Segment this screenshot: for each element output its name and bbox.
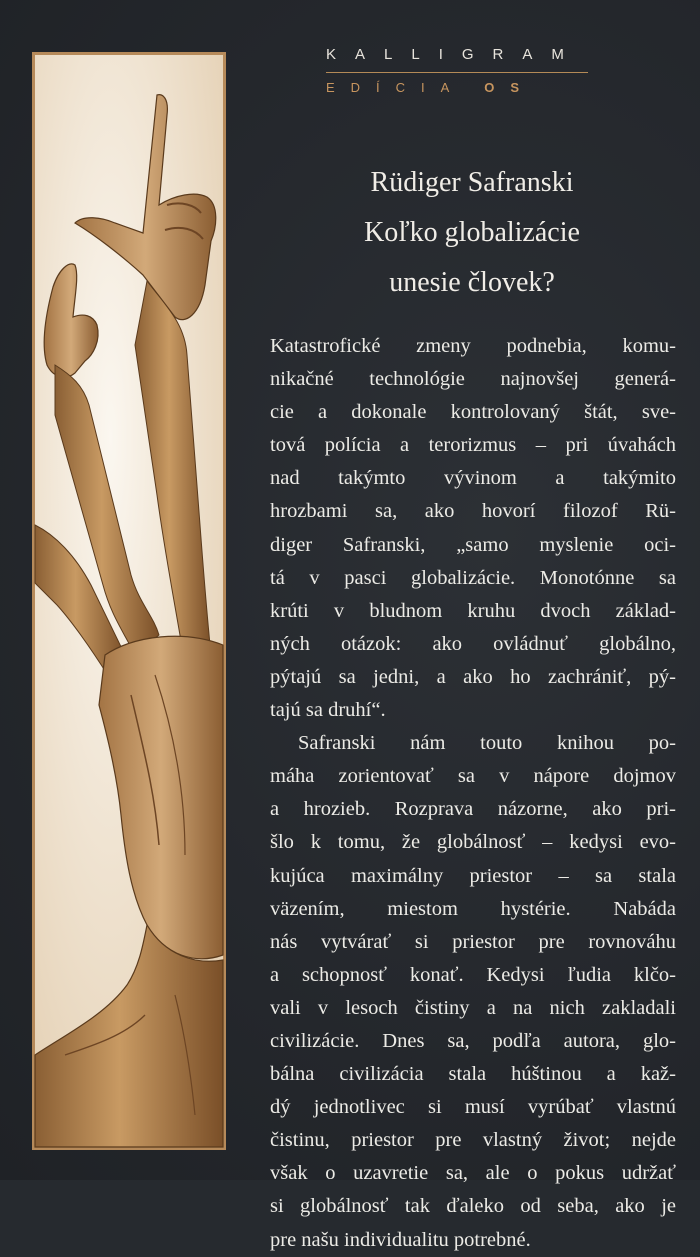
blurb-paragraph-2	[270, 727, 676, 1257]
blurb-line: vali v lesoch čistiny a na nich zakladali	[270, 996, 676, 1019]
blurb-line: Katastrofické zmeny podnebia, komu-	[270, 335, 676, 357]
edition-code: OS	[484, 80, 536, 95]
publisher-edition	[326, 79, 590, 97]
blurb-line: tová polícia a terorizmus – pri úvahách	[270, 434, 676, 457]
title-block	[270, 158, 674, 308]
blurb-line: si globálnosť tak ďaleko od seba, ako je	[270, 1195, 676, 1218]
blurb-line: nikačné technológie najnovšej generá-	[270, 368, 676, 391]
blurb-line: a hrozieb. Rozprava názorne, ako pri-	[270, 798, 676, 821]
publisher-name: KALLIGRAM	[326, 46, 583, 63]
blurb-line: diger Safranski, „samo myslenie oci-	[270, 533, 676, 556]
blurb-line: kujúca maximálny priestor – sa stala	[270, 864, 676, 887]
publisher-divider	[326, 72, 588, 73]
blurb-line: čistinu, priestor pre vlastný život; nejde	[270, 1129, 676, 1152]
blurb-line: máha zorientovať sa v nápore dojmov	[270, 765, 676, 788]
book-author: Rüdiger Safranski	[370, 167, 574, 198]
blurb-line: hrozbami sa, ako hovorí filozof Rü-	[270, 500, 676, 523]
publisher-block	[326, 44, 590, 97]
blurb-paragraph-1	[270, 330, 676, 727]
cover-artwork	[32, 52, 226, 1150]
blurb-line: dý jednotlivec si musí vyrúbať vlastnú	[270, 1096, 676, 1119]
blurb-line: ných otázok: ako ovládnuť globálno,	[270, 632, 676, 655]
edition-prefix: EDÍCIA	[326, 80, 465, 95]
blurb-line: pre našu individualitu potrebné.	[270, 1228, 531, 1251]
blurb-line: civilizácie. Dnes sa, podľa autora, glo-	[270, 1029, 676, 1052]
book-title-line-1: Koľko globalizácie	[364, 217, 580, 248]
blurb-line: a schopnosť konať. Kedysi ľudia klčo-	[270, 963, 676, 986]
blurb-line: nad takýmto vývinom a takýmito	[270, 467, 676, 490]
blurb-line: väzením, miestom hystérie. Nabáda	[270, 897, 676, 920]
blurb-line: však o uzavretie sa, ale o pokus udržať	[270, 1162, 676, 1185]
blurb-line: pýtajú sa jedni, a ako ho zachrániť, pý-	[270, 665, 676, 688]
blurb-line: šlo k tomu, že globálnosť – kedysi evo-	[270, 831, 676, 854]
blurb-line: Safranski nám touto knihou po-	[298, 732, 676, 755]
hand-with-fingers-icon	[35, 55, 223, 1147]
blurb-line: krúti v bludnom kruhu dvoch základ-	[270, 599, 676, 622]
blurb-line: tá v pasci globalizácie. Monotónne sa	[270, 566, 676, 589]
blurb-line: bálna civilizácia stala húštinou a kaž-	[270, 1063, 676, 1086]
book-title-line-2: unesie človek?	[389, 267, 555, 298]
blurb-text	[270, 330, 676, 1257]
blurb-line: cie a dokonale kontrolovaný štát, sve-	[270, 401, 676, 424]
blurb-line: nás vytvárať si priestor pre rovnováhu	[270, 930, 676, 953]
blurb-line: tajú sa druhí“.	[270, 699, 386, 722]
